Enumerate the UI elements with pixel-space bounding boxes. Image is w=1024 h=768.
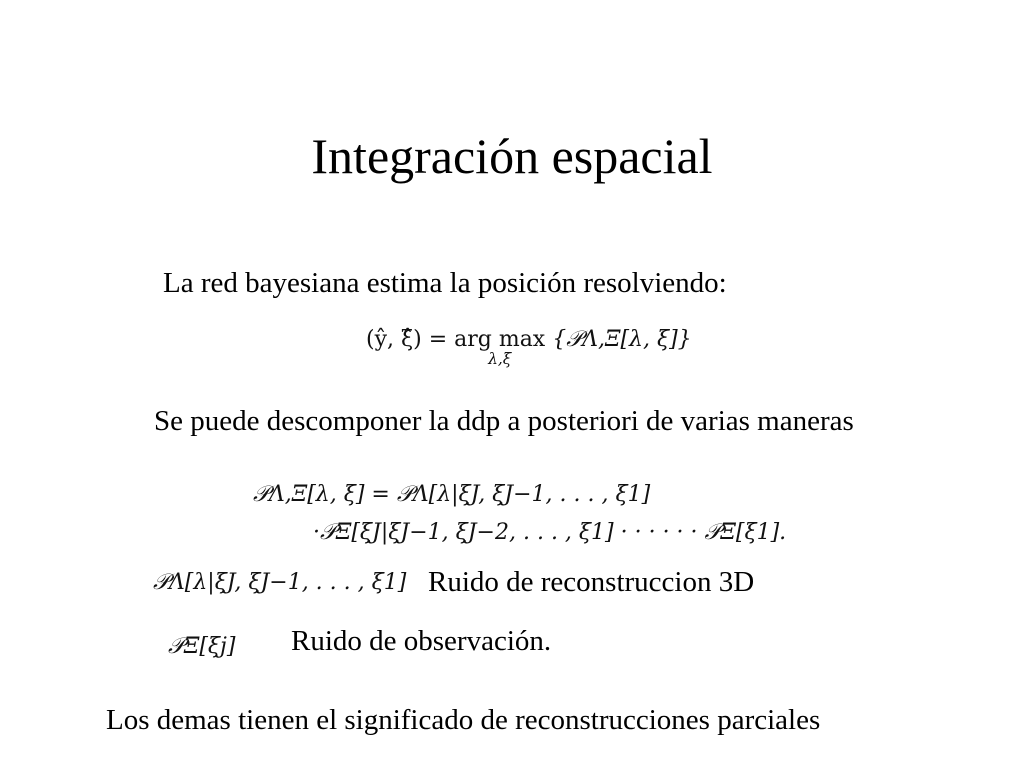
reconstruction-noise-label: Ruido de reconstruccion 3D: [428, 566, 755, 598]
decomposition-line-2: ·𝒫Ξ[ξJ|ξJ−1, ξJ−2, . . . , ξ1] · · · · · · 𝒫Ξ[ξ1].: [313, 520, 787, 545]
reconstruction-term: 𝒫Λ[λ|ξJ, ξJ−1, . . . , ξ1]: [153, 570, 407, 595]
decompose-text: Se puede descomponer la ddp a posteriori de varias maneras: [154, 405, 854, 437]
observation-term: 𝒫Ξ[ξj]: [168, 634, 236, 659]
decomposition-line-1: 𝒫Λ,Ξ[λ, ξ] = 𝒫Λ[λ|ξJ, ξJ−1, . . . , ξ1]: [253, 482, 651, 507]
argmax-subscript: λ,ξ: [488, 350, 512, 368]
argmax-equation: [366, 326, 692, 366]
argmax-op-text: arg max: [454, 327, 546, 352]
slide-title: Integración espacial: [311, 128, 713, 184]
argmax-rhs: {𝒫Λ,Ξ[λ, ξ]}: [552, 327, 692, 352]
intro-text: La red bayesiana estima la posición resolviendo:: [163, 267, 727, 299]
closing-text: Los demas tienen el significado de reconstrucciones parciales: [106, 704, 821, 736]
argmax-lhs: (ŷ, ξ̂) =: [366, 327, 448, 352]
observation-noise-label: Ruido de observación.: [291, 625, 552, 657]
argmax-operator: [454, 326, 545, 366]
